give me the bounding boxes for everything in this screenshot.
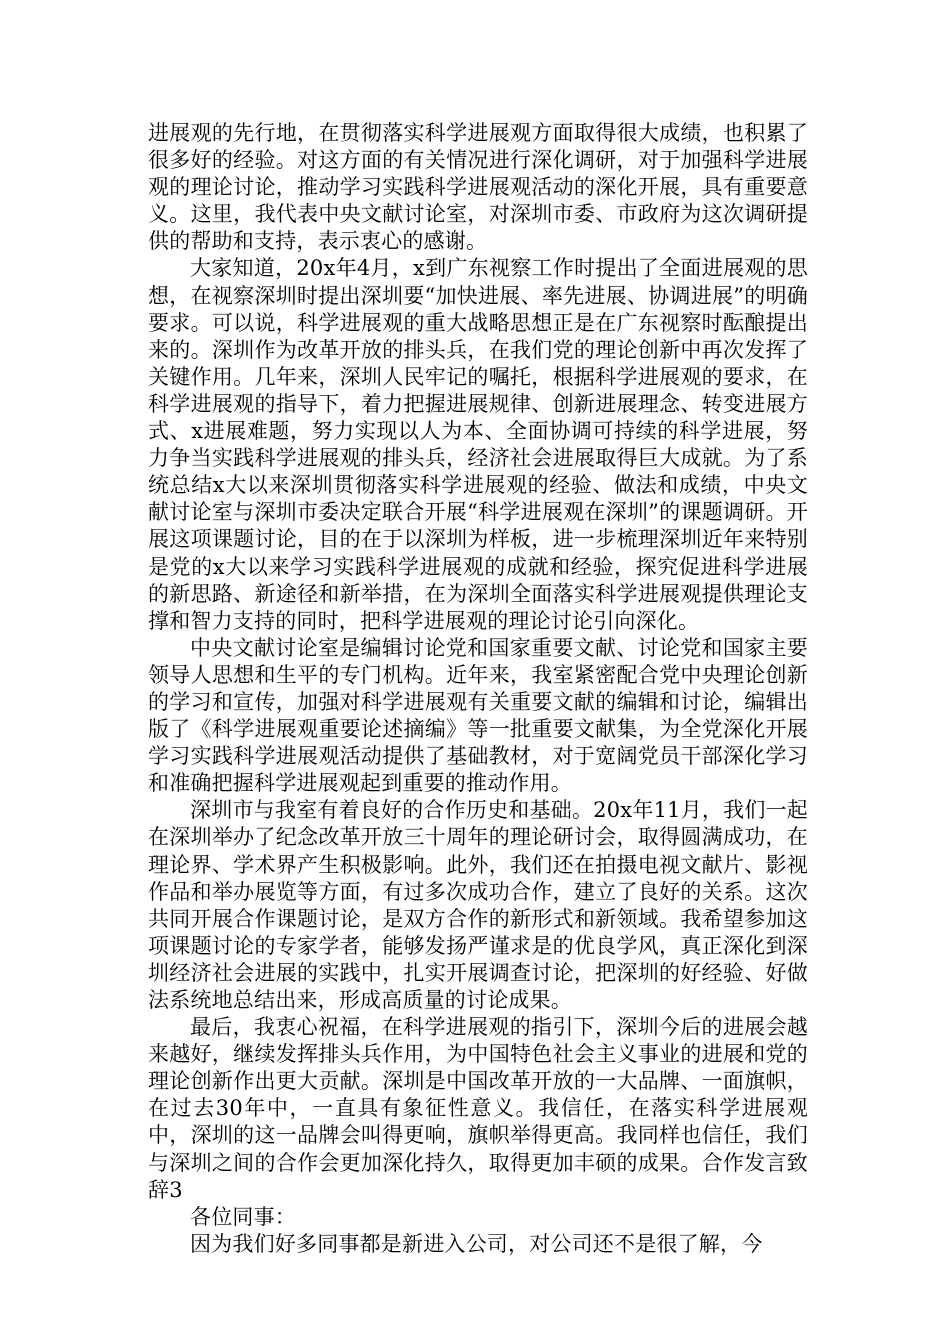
paragraph-closing-wishes: 最后，我衷心祝福，在科学进展观的指引下，深圳今后的进展会越来越好，继续发挥排头兵作用，为中国特色社会主义事业的进展和党的理论创新作出更大贡献。深圳是中国改革开放的一大品牌、一面旗帜，在过去30年中，一直具有象征性意义。我信任，在落实科学进展观中，深圳的这一品牌会叫得更响，旗帜举得更高。我同样也信任，我们与深圳之间的合作会更加深化持久，取得更加丰硕的成果。合作发言致辞3 bbox=[148, 1015, 808, 1202]
paragraph-new-speech: 因为我们好多同事都是新进入公司，对公司还不是很了解，今 bbox=[190, 1231, 763, 1256]
paragraph-literature-office: 中央文献讨论室是编辑讨论党和国家重要文献、讨论党和国家主要领导人思想和生平的专门机构。近年来，我室紧密配合党中央理论创新的学习和宣传，加强对科学进展观有关重要文献的编辑和讨论，编辑出版了《科学进展观重要论述摘编》等一批重要文献集，为全党深化开展学习实践科学进展观活动提供了基础教材，对于宽阔党员干部深化学习和准确把握科学进展观起到重要的推动作用。 bbox=[148, 635, 808, 796]
paragraph-cooperation-history: 深圳市与我室有着良好的合作历史和基础。20x年11月，我们一起在深圳举办了纪念改革开放三十周年的理论研讨会，取得圆满成功，在理论界、学术界产生积极影响。此外，我们还在拍摄电视文献片、影视作品和举办展览等方面，有过多次成功合作，建立了良好的关系。这次共同开展合作课题讨论，是双方合作的新形式和新领域。我希望参加这项课题讨论的专家学者，能够发扬严谨求是的优良学风，真正深化到深圳经济社会进展的实践中，扎实开展调查讨论，把深圳的好经验、好做法系统地总结出来，形成高质量的讨论成果。 bbox=[148, 798, 808, 1012]
paragraph-development-view: 大家知道，20x年4月，x到广东视察工作时提出了全面进展观的思想，在视察深圳时提出深圳要“加快进展、率先进展、协调进展”的明确要求。可以说，科学进展观的重大战略思想正是在广东视察时酝酿提出来的。深圳作为改革开放的排头兵，在我们党的理论创新中再次发挥了关键作用。几年来，深圳人民牢记的嘱托，根据科学进展观的要求，在科学进展观的指导下，着力把握进展规律、创新进展理念、转变进展方式、x进展难题，努力实现以人为本、全面协调可持续的科学进展，努力争当实践科学进展观的排头兵，经济社会进展取得巨大成就。为了系统总结x大以来深圳贯彻落实科学进展观的经验、做法和成绩，中央文献讨论室与深圳市委决定联合开展“科学进展观在深圳”的课题调研。开展这项课题讨论，目的在于以深圳为样板，进一步梳理深圳近年来特别是党的x大以来学习实践科学进展观的成就和经验，探究促进科学进展的新思路、新途径和新举措，在为深圳全面落实科学进展观提供理论支撑和智力支持的同时，把科学进展观的理论讨论引向深化。 bbox=[148, 256, 808, 633]
salutation: 各位同事： bbox=[190, 1204, 296, 1229]
document-body bbox=[148, 120, 808, 1258]
paragraph-continuation: 进展观的先行地，在贯彻落实科学进展观方面取得很大成绩，也积累了很多好的经验。对这方面的有关情况进行深化调研，对于加强科学进展观的理论讨论，推动学习实践科学进展观活动的深化开展，具有重要意义。这里，我代表中央文献讨论室，对深圳市委、市政府为这次调研提供的帮助和支持，表示衷心的感谢。 bbox=[148, 121, 808, 254]
